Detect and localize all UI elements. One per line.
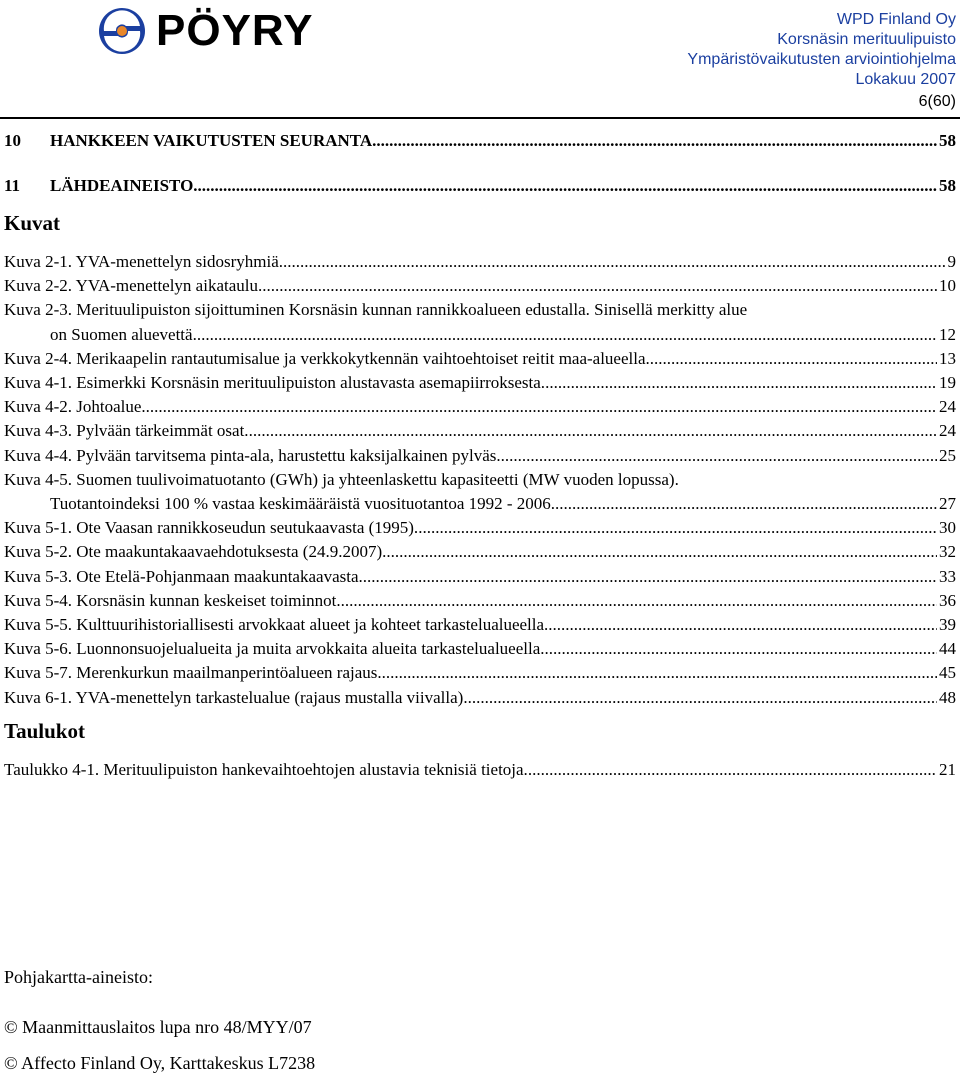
entry-line	[4, 298, 956, 322]
dot-leader	[363, 565, 937, 589]
dot-leader	[262, 274, 937, 298]
entry-page: 19	[939, 373, 956, 393]
toc-entry[interactable]	[4, 371, 956, 395]
entry-title: Kuva 4-5. Suomen tuulivoimatuotanto (GWh) ja yhteenlaskettu kapasiteetti (MW vuoden lopussa).	[4, 469, 679, 489]
toc-entry[interactable]	[4, 589, 956, 613]
entry-title: Kuva 6-1. YVA-menettelyn tarkastelualue (rajaus mustalla viivalla).	[4, 687, 468, 707]
taulukot-heading: Taulukot	[4, 718, 85, 743]
project-name: Korsnäsin merituulipuisto	[777, 31, 956, 48]
entry-line	[4, 589, 956, 613]
dot-leader	[545, 637, 938, 661]
entry-line	[4, 371, 956, 395]
dot-leader	[468, 686, 937, 710]
dot-leader	[501, 444, 937, 468]
dot-leader	[197, 323, 937, 347]
base-map-label: Pohjakartta-aineisto:	[4, 967, 153, 987]
page-number: 6(60)	[918, 93, 956, 110]
chapter-page: 58	[939, 131, 956, 150]
entry-line	[4, 613, 956, 637]
entry-title: Kuva 5-1. Ote Vaasan rannikkoseudun seutukaavasta (1995).	[4, 518, 419, 538]
entry-title: Kuva 4-2. Johtoalue.	[4, 397, 146, 417]
dot-leader	[555, 492, 937, 516]
entry-title: Kuva 5-2. Ote maakuntakaavaehdotuksesta (24.9.2007).	[4, 542, 387, 562]
entry-line	[4, 565, 956, 589]
entry-line	[4, 758, 956, 782]
entry-line	[4, 637, 956, 661]
dot-leader	[650, 347, 937, 371]
credit-line: © Maanmittauslaitos lupa nro 48/MYY/07	[4, 1017, 312, 1037]
dot-leader	[283, 250, 945, 274]
chapter-number: 11	[4, 176, 21, 195]
entry-title: Taulukko 4-1. Merituulipuiston hankevaihtoehtojen alustavia teknisiä tietoja.	[4, 759, 528, 779]
entry-page: 36	[939, 590, 956, 610]
entry-title: Kuva 2-1. YVA-menettelyn sidosryhmiä.	[4, 252, 284, 271]
poyry-logo	[96, 6, 352, 56]
entry-title: Kuva 2-3. Merituulipuiston sijoittuminen Korsnäsin kunnan rannikkoalueen edustalla. Sinisellä merkitty alue	[4, 300, 748, 320]
toc-entry[interactable]	[4, 516, 956, 540]
entry-line	[4, 516, 956, 540]
document-date: Lokakuu 2007	[855, 71, 956, 88]
dot-leader	[146, 395, 937, 419]
entry-page: 10	[939, 276, 956, 296]
entry-page: 27	[939, 494, 956, 514]
entry-page: 44	[939, 639, 956, 659]
toc-entry[interactable]	[4, 613, 956, 637]
entry-title: Kuva 5-5. Kulttuurihistoriallisesti arvokkaat alueet ja kohteet tarkastelualueella.	[4, 615, 549, 635]
entry-title: on Suomen aluevettä.	[50, 324, 197, 344]
dot-leader	[386, 540, 937, 564]
poyry-logo-icon	[96, 6, 150, 56]
toc-entry[interactable]	[4, 540, 956, 564]
logo-wordmark: PÖYRY	[156, 6, 314, 55]
figure-list	[4, 250, 956, 710]
entry-page: 45	[939, 663, 956, 683]
toc-entry[interactable]	[4, 468, 956, 516]
entry-page: 21	[939, 759, 956, 779]
dot-leader	[249, 419, 937, 443]
toc-entry[interactable]	[4, 565, 956, 589]
credit-line: © Affecto Finland Oy, Karttakeskus L7238	[4, 1053, 316, 1073]
page-header	[0, 0, 960, 126]
entry-page: 9	[947, 252, 956, 271]
toc-entry[interactable]	[4, 637, 956, 661]
toc-entry[interactable]	[4, 395, 956, 419]
kuvat-heading: Kuvat	[4, 211, 61, 235]
entry-page: 30	[939, 518, 956, 538]
toc-chapter[interactable]	[4, 129, 956, 153]
entry-title: Kuva 2-2. YVA-menettelyn aikataulu.	[4, 276, 263, 296]
table-list	[4, 758, 956, 782]
entry-line	[4, 250, 956, 274]
dot-leader	[372, 129, 937, 153]
entry-title: Kuva 5-6. Luonnonsuojelualueita ja muita arvokkaita alueita tarkastelualueella.	[4, 639, 545, 659]
dot-leader	[193, 174, 937, 198]
chapter-number: 10	[4, 131, 21, 150]
entry-line	[4, 323, 956, 347]
entry-title: Kuva 5-7. Merenkurkun maailmanperintöalueen rajaus.	[4, 663, 382, 683]
entry-page: 24	[939, 421, 956, 441]
chapter-title: HANKKEEN VAIKUTUSTEN SEURANTA	[50, 131, 373, 150]
header-meta	[687, 10, 956, 90]
entry-page: 13	[939, 348, 956, 368]
toc-entry[interactable]	[4, 347, 956, 371]
toc-entry[interactable]	[4, 686, 956, 710]
toc-entry[interactable]	[4, 661, 956, 685]
entry-line	[4, 661, 956, 685]
dot-leader	[382, 661, 937, 685]
entry-title: Kuva 2-4. Merikaapelin rantautumisalue ja verkkokytkennän vaihtoehtoiset reitit maa-alueella.	[4, 348, 650, 368]
toc-entry[interactable]	[4, 758, 956, 782]
dot-leader	[545, 371, 937, 395]
toc-entry[interactable]	[4, 274, 956, 298]
entry-title: Kuva 5-4. Korsnäsin kunnan keskeiset toiminnot.	[4, 590, 341, 610]
dot-leader	[418, 516, 937, 540]
entry-line	[4, 395, 956, 419]
entry-title: Kuva 4-4. Pylvään tarvitsema pinta-ala, harustettu kaksijalkainen pylväs.	[4, 445, 501, 465]
entry-page: 12	[939, 324, 956, 344]
toc-entry[interactable]	[4, 298, 956, 346]
dot-leader	[341, 589, 937, 613]
toc-entry[interactable]	[4, 419, 956, 443]
entry-line	[4, 686, 956, 710]
entry-line	[4, 468, 956, 492]
entry-page: 32	[939, 542, 956, 562]
toc-entry[interactable]	[4, 250, 956, 274]
header-divider	[0, 117, 960, 119]
entry-line	[4, 492, 956, 516]
entry-line	[4, 274, 956, 298]
entry-page: 39	[939, 615, 956, 635]
entry-line	[4, 419, 956, 443]
entry-line	[4, 540, 956, 564]
toc-chapter[interactable]	[4, 174, 956, 198]
chapter-title: LÄHDEAINEISTO	[50, 176, 194, 195]
company-name: WPD Finland Oy	[836, 11, 956, 28]
document-name: Ympäristövaikutusten arviointiohjelma	[687, 51, 956, 68]
entry-page: 24	[939, 397, 956, 417]
entry-line	[4, 444, 956, 468]
entry-line	[4, 347, 956, 371]
entry-page: 33	[939, 566, 956, 586]
dot-leader	[528, 758, 937, 782]
toc-entry[interactable]	[4, 444, 956, 468]
entry-title: Kuva 5-3. Ote Etelä-Pohjanmaan maakuntakaavasta.	[4, 566, 363, 586]
entry-page: 48	[939, 687, 956, 707]
dot-leader	[548, 613, 937, 637]
entry-page: 25	[939, 445, 956, 465]
table-of-contents	[4, 129, 956, 782]
entry-title: Tuotantoindeksi 100 % vastaa keskimääräistä vuosituotantoa 1992 - 2006.	[50, 494, 556, 514]
entry-title: Kuva 4-3. Pylvään tärkeimmät osat.	[4, 421, 249, 441]
chapter-page: 58	[939, 176, 956, 195]
entry-title: Kuva 4-1. Esimerkki Korsnäsin merituulipuiston alustavasta asemapiirroksesta.	[4, 373, 546, 393]
